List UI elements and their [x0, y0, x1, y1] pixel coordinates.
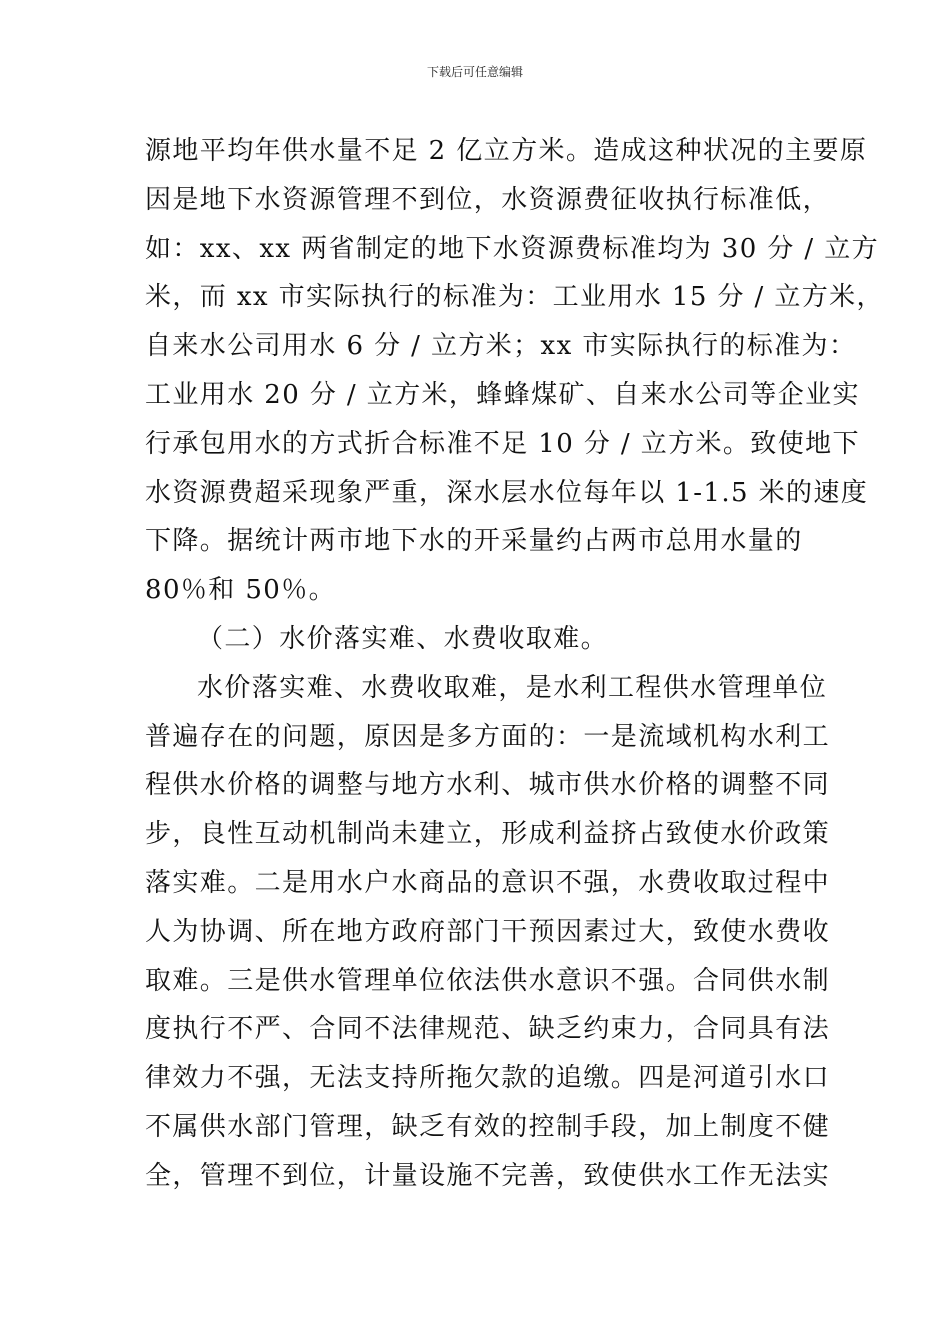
text-line: 如：xx、xx 两省制定的地下水资源费标准均为 30 分 / 立方 [145, 233, 880, 264]
text-line: 下降。据统计两市地下水的开采量约占两市总用水量的 [145, 526, 803, 557]
paragraph-first-line: 水价落实难、水费收取难，是水利工程供水管理单位 [197, 672, 828, 703]
text-line: 度执行不严、合同不法律规范、缺乏约束力，合同具有法 [145, 1014, 831, 1045]
text-line: 落实难。二是用水户水商品的意识不强，水费收取过程中 [145, 867, 831, 898]
text-line: 人为协调、所在地方政府部门干预因素过大，致使水费收 [145, 916, 831, 947]
text-line: 80％和 50％。 [145, 575, 337, 606]
text-line: 因是地下水资源管理不到位，水资源费征收执行标准低， [145, 184, 831, 215]
text-line: 水资源费超采现象严重，深水层水位每年以 1-1.5 米的速度 [145, 477, 869, 508]
text-line: 源地平均年供水量不足 2 亿立方米。造成这种状况的主要原 [145, 136, 868, 166]
text-line: 米，而 xx 市实际执行的标准为：工业用水 15 分 / 立方米， [145, 282, 884, 313]
text-line: 行承包用水的方式折合标准不足 10 分 / 立方米。致使地下 [145, 428, 860, 459]
text-line: 普遍存在的问题，原因是多方面的：一是流域机构水利工 [145, 721, 831, 752]
text-line: 步，良性互动机制尚未建立，形成利益挤占致使水价政策 [145, 819, 831, 850]
document-body [145, 127, 884, 1201]
text-line: 取难。三是供水管理单位依法供水意识不强。合同供水制 [145, 965, 831, 996]
text-line: 程供水价格的调整与地方水利、城市供水价格的调整不同 [145, 770, 831, 801]
page-header: 下载后可任意编辑 [426, 65, 523, 79]
text-line: 律效力不强，无法支持所拖欠款的追缴。四是河道引水口 [145, 1063, 831, 1094]
section-heading: （二）水价落实难、水费收取难。 [197, 623, 609, 654]
text-line: 自来水公司用水 6 分 / 立方米；xx 市实际执行的标准为： [145, 331, 857, 362]
text-line: 不属供水部门管理，缺乏有效的控制手段，加上制度不健 [145, 1111, 831, 1142]
text-line: 全，管理不到位，计量设施不完善，致使供水工作无法实 [145, 1160, 831, 1191]
text-line: 工业用水 20 分 / 立方米，蜂蜂煤矿、自来水公司等企业实 [145, 379, 860, 410]
